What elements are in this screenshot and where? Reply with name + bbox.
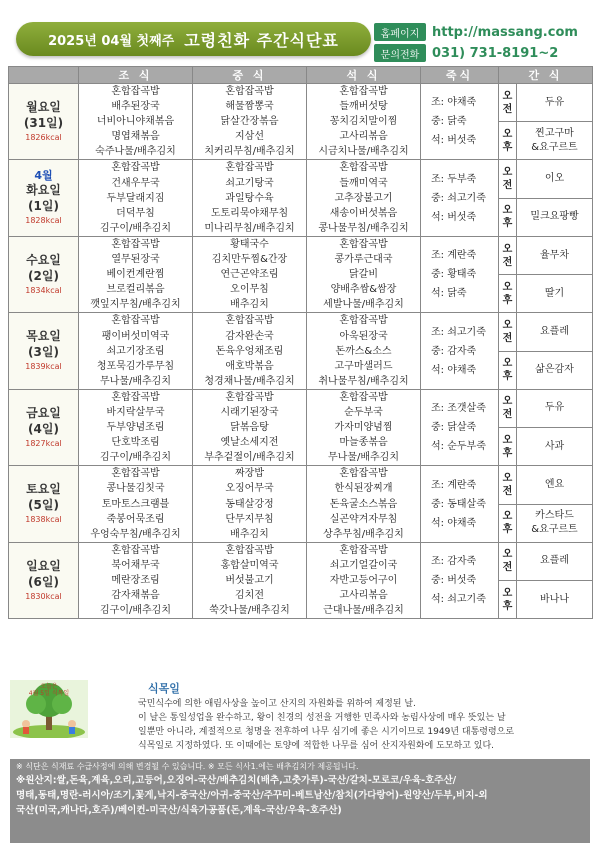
menu-item: 혼합잡곡밥 xyxy=(339,162,388,174)
snack-am: 요플레 xyxy=(517,542,593,580)
day-kcal: 1827kcal xyxy=(25,438,62,448)
menu-item: 홍합살미역국 xyxy=(220,559,279,571)
am-label-bottom: 전 xyxy=(502,485,513,497)
juk-item: 중: 닭죽 xyxy=(431,116,467,128)
menu-item: 근대나물/배추김치 xyxy=(323,605,404,617)
pm-label xyxy=(499,198,517,236)
menu-item: 쇠고기탕국 xyxy=(225,177,274,189)
menu-item: 감자완손국 xyxy=(225,330,274,342)
menu-item: 아욱된장국 xyxy=(339,330,388,342)
menu-item: 콩나물김칫국 xyxy=(106,483,165,495)
menu-item: 두부양념조림 xyxy=(106,422,165,434)
breakfast-cell xyxy=(79,542,193,618)
day-cell xyxy=(9,84,79,160)
day-kcal: 1839kcal xyxy=(25,362,62,372)
snack-am: 엔요 xyxy=(517,466,593,504)
menu-item: 베이컨계란찜 xyxy=(106,269,165,281)
pm-label xyxy=(499,122,517,160)
menu-item: 혼합잡곡밥 xyxy=(111,238,160,250)
juk-cell xyxy=(421,542,499,618)
day-kcal: 1828kcal xyxy=(25,215,62,225)
header-breakfast: 조 식 xyxy=(79,67,193,84)
menu-item: 청포묵김가루무침 xyxy=(96,360,175,372)
lunch-cell xyxy=(193,466,307,542)
header-snack: 간 식 xyxy=(499,67,593,84)
menu-item: 시래기된장국 xyxy=(220,406,279,418)
menu-item: 두부달래지짐 xyxy=(106,192,165,204)
pm-label-top: 오 xyxy=(502,358,513,370)
snack-pm: 딸기 xyxy=(517,275,593,313)
menu-item: 자반고등어구이 xyxy=(329,575,398,586)
day-kcal: 1830kcal xyxy=(25,591,62,601)
day-cell xyxy=(9,236,79,312)
breakfast-cell xyxy=(79,389,193,465)
menu-item: 김구이/배추김치 xyxy=(100,605,171,617)
menu-item: 닭볶음탕 xyxy=(230,422,269,434)
menu-item: 고추장불고기 xyxy=(334,192,393,204)
menu-item: 혼합잡곡밥 xyxy=(225,315,274,327)
menu-item: 혼합잡곡밥 xyxy=(225,162,274,174)
juk-item: 조: 두부죽 xyxy=(431,173,477,185)
menu-item: 돈육우엉채조림 xyxy=(215,345,284,357)
menu-item: 혼합잡곡밥 xyxy=(111,544,160,556)
menu-item: 청경채나물/배추김치 xyxy=(204,375,295,387)
menu-item: 상추무침/배추김치 xyxy=(323,528,404,540)
am-label-bottom: 전 xyxy=(502,180,513,192)
day-name: 월요일 xyxy=(26,99,61,114)
day-date: (6일) xyxy=(28,574,59,589)
am-label xyxy=(499,466,517,504)
menu-item: 김구이/배추김치 xyxy=(100,452,171,464)
snack-pm: 사과 xyxy=(517,428,593,466)
homepage-row xyxy=(374,22,578,42)
juk-item: 석: 닭죽 xyxy=(431,288,467,300)
snack-am: 이오 xyxy=(517,160,593,198)
notice-title: 식목일 xyxy=(148,682,180,695)
menu-item: 가자미양념찜 xyxy=(334,422,393,434)
menu-item: 황태국수 xyxy=(230,238,269,250)
menu-item: 너비아니야채볶음 xyxy=(96,116,175,128)
pm-label-bottom: 후 xyxy=(502,600,513,612)
juk-item: 석: 순두부죽 xyxy=(431,441,486,453)
menu-item: 배추김치 xyxy=(230,299,269,311)
menu-item: 혼합잡곡밥 xyxy=(339,86,388,97)
menu-item: 시금치나물/배추김치 xyxy=(318,146,409,158)
menu-item: 배추김치 xyxy=(230,528,269,540)
dinner-cell xyxy=(307,84,421,160)
day-name: 토요일 xyxy=(26,482,61,497)
menu-item: 깻잎지무침/배추김치 xyxy=(90,299,181,311)
juk-item: 중: 쇠고기죽 xyxy=(431,192,486,204)
pm-label xyxy=(499,428,517,466)
am-label xyxy=(499,389,517,427)
menu-item: 쇠고기장조림 xyxy=(106,345,165,357)
day-cell xyxy=(9,313,79,389)
menu-item: 들깨버섯탕 xyxy=(339,101,388,113)
dinner-cell xyxy=(307,236,421,312)
menu-item: 혼합잡곡밥 xyxy=(339,391,388,403)
lunch-cell xyxy=(193,389,307,465)
day-kcal: 1834kcal xyxy=(25,285,62,295)
pm-label xyxy=(499,275,517,313)
lunch-cell xyxy=(193,236,307,312)
menu-item: 도토리묵야채무침 xyxy=(210,207,289,219)
snack-am: 요플레 xyxy=(517,313,593,351)
pm-label-top: 오 xyxy=(502,281,513,293)
day-date: (31일) xyxy=(23,115,64,130)
am-label-top: 오 xyxy=(502,472,513,484)
menu-item: 배추된장국 xyxy=(111,101,160,113)
menu-item: 감자채볶음 xyxy=(111,590,160,602)
menu-item: 혼합잡곡밥 xyxy=(111,468,160,480)
day-name: 수요일 xyxy=(26,252,61,267)
pm-label xyxy=(499,581,517,619)
breakfast-cell xyxy=(79,236,193,312)
menu-item: 무나물/배추김치 xyxy=(328,452,399,464)
snack-pm: 밀크요팡빵 xyxy=(517,198,593,236)
menu-item: 혼합잡곡밥 xyxy=(339,544,388,556)
day-name: 일요일 xyxy=(26,558,61,573)
lunch-cell xyxy=(193,313,307,389)
origin-line: 명태,동태,명란-러시아/조기,꽃게,낙지-중국산/아귀-중국산/주꾸미-베트남산/참치(가다랑어)-원양산/두부,비지-외 xyxy=(16,790,488,801)
lunch-cell xyxy=(193,84,307,160)
breakfast-cell xyxy=(79,84,193,160)
am-label xyxy=(499,84,517,122)
juk-cell xyxy=(421,313,499,389)
menu-item: 해물짬뽕국 xyxy=(225,101,274,113)
notice-line: 식목일로 지정하였다. 또 이때에는 토양에 적합한 나무를 심어 산지자원화에 도모하고 있다. xyxy=(138,741,495,751)
pm-label xyxy=(499,351,517,389)
day-date: (5일) xyxy=(28,498,59,513)
juk-cell xyxy=(421,160,499,236)
pm-label-bottom: 후 xyxy=(502,294,513,306)
am-label-bottom: 전 xyxy=(502,256,513,268)
breakfast-cell xyxy=(79,313,193,389)
menu-item: 혼합잡곡밥 xyxy=(225,544,274,556)
pm-label-bottom: 후 xyxy=(502,218,513,230)
juk-item: 중: 동태살죽 xyxy=(431,498,486,510)
am-label-bottom: 전 xyxy=(502,409,513,421)
am-label xyxy=(499,236,517,274)
menu-item: 죽봉어묵조림 xyxy=(106,513,165,525)
menu-item: 미나리무침/배추김치 xyxy=(204,222,295,234)
snack-pm: 바나나 xyxy=(517,581,593,619)
am-label xyxy=(499,160,517,198)
day-name: 금요일 xyxy=(26,405,61,420)
header-juk: 죽식 xyxy=(421,67,499,84)
juk-cell xyxy=(421,466,499,542)
origin-line: ※원산지:쌀,돈육,계육,오리,고등어,오징어-국산/배추김치(배추,고춧가루)-국산/갈치-모로코/우육-호주산/ xyxy=(16,775,457,786)
day-date: (1일) xyxy=(28,198,59,213)
juk-item: 중: 닭살죽 xyxy=(431,422,477,434)
header-lunch: 중 식 xyxy=(193,67,307,84)
snack-am: 두유 xyxy=(517,389,593,427)
am-label-top: 오 xyxy=(502,90,513,102)
am-label-bottom: 전 xyxy=(502,562,513,574)
am-label-top: 오 xyxy=(502,549,513,561)
menu-item: 단무지무침 xyxy=(225,513,274,525)
menu-item: 한식된장찌개 xyxy=(334,483,393,495)
snack-am: 두유 xyxy=(517,84,593,122)
menu-item: 들깨미역국 xyxy=(339,177,388,189)
art-caption-1: 오늘은 xyxy=(40,683,58,690)
am-label xyxy=(499,313,517,351)
juk-item: 조: 감자죽 xyxy=(431,556,477,568)
dinner-cell xyxy=(307,313,421,389)
origin-line: 국산(미국,캐나다,호주)/베이컨-미국산/식육가공품(돈,계육-국산/우육-호주산) xyxy=(16,805,342,816)
lunch-cell xyxy=(193,542,307,618)
juk-item: 석: 버섯죽 xyxy=(431,135,477,147)
juk-item: 중: 감자죽 xyxy=(431,345,477,357)
menu-item: 콩나물무침/배추김치 xyxy=(318,222,409,234)
menu-change-note: ※ 식단은 식재료 수급사정에 의해 변경될 수 있습니다. ※ 모든 식사1.에는 배추김치가 제공됩니다. xyxy=(16,762,359,771)
snack-pm: 삶은감자 xyxy=(517,351,593,389)
menu-item: 부추겉절이/배추김치 xyxy=(204,452,295,464)
menu-item: 쇠고기얼갈이국 xyxy=(329,559,398,571)
dinner-cell xyxy=(307,160,421,236)
menu-item: 혼합잡곡밥 xyxy=(111,162,160,174)
dinner-cell xyxy=(307,389,421,465)
notice-line: 일뿐만 아니라, 계절적으로 청명을 전후하여 나무 심기에 좋은 시기이므로 1949년 대통령령으로 xyxy=(138,727,515,737)
table-header-row xyxy=(9,67,593,84)
day-row-am xyxy=(9,389,593,427)
menu-item: 김구이/배추김치 xyxy=(100,222,171,234)
menu-item: 혼합잡곡밥 xyxy=(339,468,388,480)
pm-label-bottom: 후 xyxy=(502,447,513,459)
juk-item: 조: 야채죽 xyxy=(431,97,477,109)
homepage-label: 홈페이지 xyxy=(374,23,426,41)
menu-item: 우엉숙무침/배추김치 xyxy=(90,528,181,540)
day-kcal: 1826kcal xyxy=(25,132,62,142)
menu-item: 과일탕수육 xyxy=(225,192,274,204)
phone-label: 문의전화 xyxy=(374,44,426,62)
menu-item: 지삼선 xyxy=(235,131,264,143)
menu-item: 쑥갓나물/배추김치 xyxy=(209,605,290,617)
juk-cell xyxy=(421,236,499,312)
juk-item: 중: 황태죽 xyxy=(431,269,477,281)
day-cell xyxy=(9,466,79,542)
menu-item: 취나물무침/배추김치 xyxy=(318,375,409,387)
menu-item: 고사리볶음 xyxy=(339,590,388,602)
menu-item: 짜장밥 xyxy=(235,468,264,480)
menu-item: 바지락살무국 xyxy=(106,406,165,418)
menu-item: 토마토스크램블 xyxy=(101,498,170,510)
menu-item: 건새우무국 xyxy=(111,177,160,189)
snack-pm: 찐고구마 &요구르트 xyxy=(517,122,593,160)
menu-item: 연근곤약조림 xyxy=(220,269,279,281)
day-kcal: 1838kcal xyxy=(25,515,62,525)
menu-item: 치커리무침/배추김치 xyxy=(204,146,295,158)
homepage-link[interactable]: http://massang.com xyxy=(432,24,578,40)
notice-line: 이 날은 통일성업을 완수하고, 왕이 친경의 성전을 거행한 민족사와 농림사상에 매우 뜻있는 날 xyxy=(138,713,506,723)
pm-label-top: 오 xyxy=(502,434,513,446)
menu-item: 고사리볶음 xyxy=(339,131,388,143)
menu-item: 열무된장국 xyxy=(111,254,160,266)
menu-item: 꽁치김치말이찜 xyxy=(329,116,398,128)
menu-item: 메란장조림 xyxy=(111,575,160,586)
menu-item: 돈육굴소스볶음 xyxy=(329,498,398,510)
menu-item: 혼합잡곡밥 xyxy=(225,391,274,403)
menu-item: 오이무침 xyxy=(230,284,269,296)
juk-item: 석: 버섯죽 xyxy=(431,211,477,223)
menu-item: 닭갈비 xyxy=(349,269,378,281)
day-name: 화요일 xyxy=(26,182,61,197)
day-row-am xyxy=(9,160,593,198)
menu-item: 무나물/배추김치 xyxy=(100,375,171,387)
pm-label-top: 오 xyxy=(502,128,513,140)
menu-item: 혼합잡곡밥 xyxy=(111,315,160,327)
day-cell xyxy=(9,389,79,465)
juk-item: 조: 계란죽 xyxy=(431,479,477,491)
menu-item: 김치만두찜&간장 xyxy=(211,254,288,266)
juk-cell xyxy=(421,84,499,160)
menu-item: 혼합잡곡밥 xyxy=(111,391,160,403)
origin-info-box xyxy=(10,759,590,843)
menu-item: 돈까스&소스 xyxy=(335,345,392,357)
am-label-top: 오 xyxy=(502,320,513,332)
am-label xyxy=(499,542,517,580)
phone-number: 031) 731-8191~2 xyxy=(432,45,559,61)
day-month: 4월 xyxy=(34,168,53,182)
pm-label xyxy=(499,504,517,542)
day-row-am xyxy=(9,542,593,580)
juk-item: 석: 쇠고기죽 xyxy=(431,594,486,606)
phone-row xyxy=(374,43,558,63)
menu-item: 버섯불고기 xyxy=(225,575,274,586)
header-day xyxy=(9,67,79,84)
day-row-am xyxy=(9,313,593,351)
menu-item: 단호박조림 xyxy=(111,437,160,449)
day-row-am xyxy=(9,466,593,504)
menu-item: 동태살강정 xyxy=(225,498,274,510)
menu-item: 북어채무국 xyxy=(111,559,160,571)
title-banner xyxy=(16,22,371,56)
am-label-top: 오 xyxy=(502,243,513,255)
pm-label-top: 오 xyxy=(502,511,513,523)
juk-item: 석: 야채죽 xyxy=(431,517,477,529)
am-label-top: 오 xyxy=(502,396,513,408)
dinner-cell xyxy=(307,542,421,618)
menu-item: 닭살간장볶음 xyxy=(220,116,279,128)
day-cell xyxy=(9,542,79,618)
notice-line: 국민식수에 의한 애림사상을 높이고 산지의 자원화를 위하여 제정된 날. xyxy=(138,699,416,709)
am-label-bottom: 전 xyxy=(502,103,513,115)
week-date: 2025년 04월 첫째주 xyxy=(48,33,175,49)
arbor-day-illustration xyxy=(10,680,88,738)
juk-item: 석: 야채죽 xyxy=(431,364,477,376)
header-dinner: 석 식 xyxy=(307,67,421,84)
menu-item: 옛날소세지전 xyxy=(220,437,279,449)
notice-body xyxy=(118,697,590,753)
menu-item: 팽이버섯미역국 xyxy=(101,330,170,342)
menu-item: 혼합잡곡밥 xyxy=(339,315,388,327)
pm-label-top: 오 xyxy=(502,205,513,217)
page-title: 고령친화 주간식단표 xyxy=(184,30,339,50)
menu-item: 양배추쌈&쌈장 xyxy=(330,284,397,296)
am-label-top: 오 xyxy=(502,167,513,179)
juk-item: 조: 계란죽 xyxy=(431,250,477,262)
day-name: 목요일 xyxy=(26,329,61,344)
lunch-cell xyxy=(193,160,307,236)
menu-item: 순두부국 xyxy=(344,406,383,418)
menu-item: 숙주나물/배추김치 xyxy=(95,146,176,158)
menu-item: 혼합잡곡밥 xyxy=(111,86,160,97)
menu-item: 브로컬리볶음 xyxy=(106,284,165,296)
menu-item: 혼합잡곡밥 xyxy=(225,86,274,97)
juk-cell xyxy=(421,389,499,465)
breakfast-cell xyxy=(79,160,193,236)
day-date: (3일) xyxy=(28,345,59,360)
menu-item: 마늘종볶음 xyxy=(339,437,388,449)
pm-label-bottom: 후 xyxy=(502,524,513,536)
menu-item: 애호박볶음 xyxy=(225,360,274,372)
menu-item: 세발나물/배추김치 xyxy=(323,299,404,311)
snack-pm: 카스타드 &요구르트 xyxy=(517,504,593,542)
juk-item: 조: 조갯살죽 xyxy=(431,403,486,415)
snack-am: 율무차 xyxy=(517,236,593,274)
day-date: (2일) xyxy=(28,268,59,283)
menu-item: 새송이버섯볶음 xyxy=(329,207,398,219)
menu-item: 고구마샐러드 xyxy=(334,360,393,372)
menu-item: 실곤약겨자무침 xyxy=(329,513,398,525)
art-caption-2: 4월 5일 식목일 xyxy=(28,690,70,697)
pm-label-bottom: 후 xyxy=(502,371,513,383)
menu-item: 더덕무침 xyxy=(116,207,155,219)
menu-item: 콩가루근대국 xyxy=(334,254,393,266)
menu-item: 혼합잡곡밥 xyxy=(339,238,388,250)
menu-item: 오징어무국 xyxy=(225,483,274,495)
day-date: (4일) xyxy=(28,421,59,436)
menu-item: 명엽채볶음 xyxy=(111,131,160,143)
juk-item: 조: 쇠고기죽 xyxy=(431,326,486,338)
pm-label-top: 오 xyxy=(502,587,513,599)
day-row-am xyxy=(9,236,593,274)
day-cell xyxy=(9,160,79,236)
juk-item: 중: 버섯죽 xyxy=(431,575,477,587)
am-label-bottom: 전 xyxy=(502,333,513,345)
menu-item: 김치전 xyxy=(235,590,264,602)
pm-label-bottom: 후 xyxy=(502,141,513,153)
dinner-cell xyxy=(307,466,421,542)
day-row-am xyxy=(9,84,593,122)
weekly-menu-table xyxy=(8,66,593,619)
breakfast-cell xyxy=(79,466,193,542)
